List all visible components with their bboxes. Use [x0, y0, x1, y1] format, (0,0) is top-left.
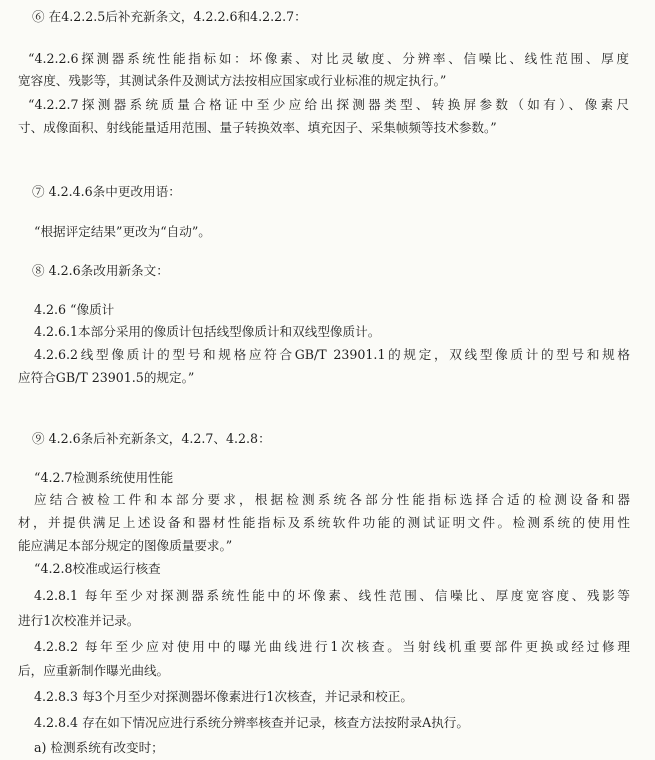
- clause-4-2-8-4: 4.2.8.4 存在如下情况应进行系统分辨率核查并记录，核查方法按附录A执行。: [34, 715, 469, 730]
- item-a: a) 检测系统有改变时；: [34, 740, 164, 755]
- section-8-heading: ⑧ 4.2.6条改用新条文：: [32, 263, 169, 278]
- clause-4-2-2-6-line-1: “4.2.2.6探测器系统性能指标如：坏像素、对比灵敏度、分辨率、信噪比、线性范围、厚度: [28, 51, 629, 66]
- clause-4-2-8-1-line-2: 进行1次校准并记录。: [18, 613, 140, 628]
- clause-4-2-6-1: 4.2.6.1本部分采用的像质计包括线型像质计和双线型像质计。: [34, 324, 381, 339]
- section-9-heading: ⑨ 4.2.6条后补充新条文，4.2.7、4.2.8：: [32, 431, 271, 446]
- clause-4-2-7-line-3: 能应满足本部分规定的图像质量要求。”: [18, 538, 233, 553]
- clause-4-2-8-1-line-1: 4.2.8.1 每年至少对探测器系统性能中的坏像素、线性范围、信噪比、厚度宽容度、残影等: [34, 588, 630, 603]
- clause-4-2-7-line-1: 应结合被检工件和本部分要求，根据检测系统各部分性能指标选择合适的检测设备和器: [34, 492, 630, 507]
- clause-4-2-8-title: “4.2.8校准或运行核查: [34, 561, 161, 576]
- clause-4-2-2-7-line-2: 寸、成像面积、射线能量适用范围、量子转换效率、填充因子、采集帧频等技术参数。”: [18, 120, 497, 135]
- section-7-text: “根据评定结果”更改为“自动”。: [34, 224, 211, 239]
- clause-4-2-6-2-line-2: 应符合GB/T 23901.5的规定。”: [18, 370, 195, 385]
- clause-4-2-7-line-2: 材，并提供满足上述设备和器材性能指标及系统软件功能的测试证明文件。检测系统的使用性: [18, 515, 630, 530]
- clause-4-2-7-title: “4.2.7检测系统使用性能: [34, 470, 174, 485]
- clause-4-2-2-7-line-1: “4.2.2.7探测器系统质量合格证中至少应给出探测器类型、转换屏参数（如有）、像素尺: [28, 97, 629, 112]
- clause-4-2-8-3: 4.2.8.3 每3个月至少对探测器坏像素进行1次核查，并记录和校正。: [34, 689, 413, 704]
- clause-4-2-2-6-line-2: 宽容度、残影等，其测试条件及测试方法按相应国家或行业标准的规定执行。”: [18, 73, 447, 88]
- clause-4-2-6-title: 4.2.6 “像质计: [34, 302, 115, 317]
- section-7-heading: ⑦ 4.2.4.6条中更改用语：: [32, 184, 181, 199]
- section-6-heading: ⑥ 在4.2.2.5后补充新条文，4.2.2.6和4.2.2.7：: [32, 9, 307, 24]
- clause-4-2-8-2-line-2: 后，应重新制作曝光曲线。: [18, 663, 170, 678]
- clause-4-2-8-2-line-1: 4.2.8.2 每年至少应对使用中的曝光曲线进行1次核查。当射线机重要部件更换或经过修理: [34, 639, 630, 654]
- clause-4-2-6-2-line-1: 4.2.6.2线型像质计的型号和规格应符合GB/T 23901.1的规定，双线型像质计的型号和规格: [34, 347, 630, 362]
